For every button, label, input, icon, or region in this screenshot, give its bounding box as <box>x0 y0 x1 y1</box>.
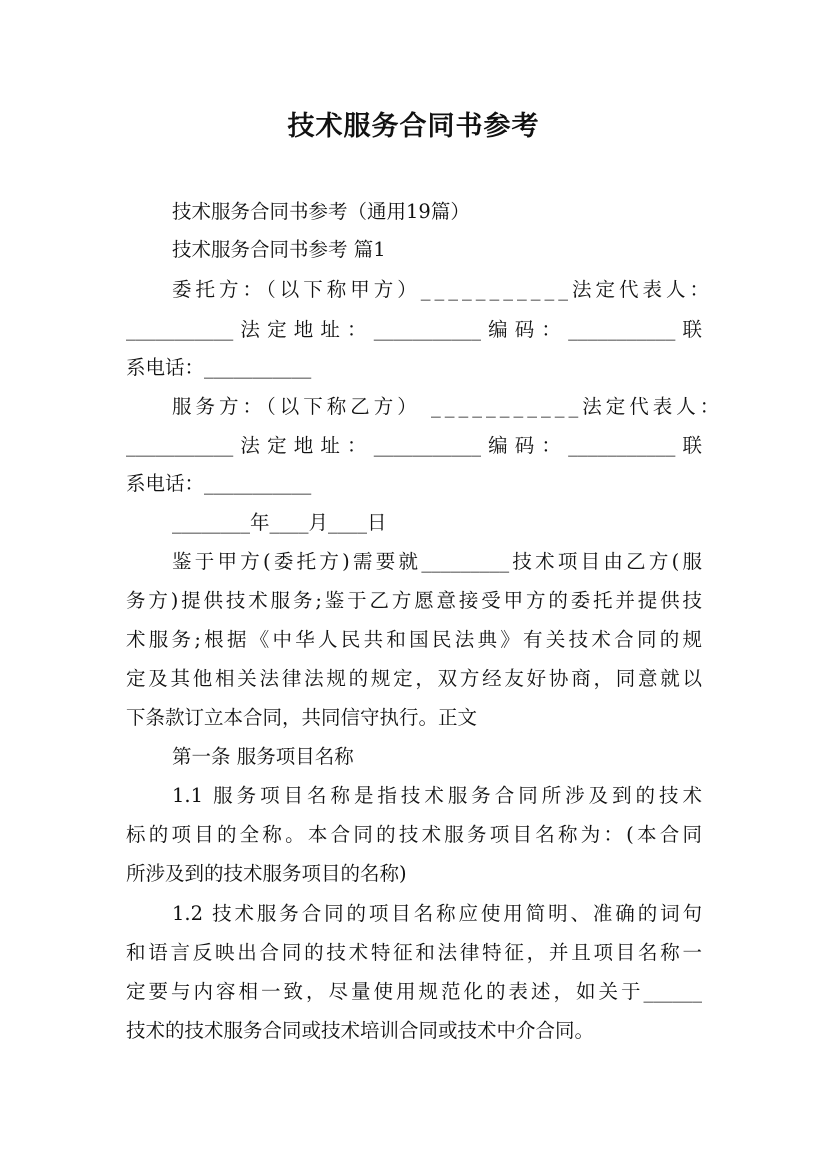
party-b-address-line: ___________法定地址：___________编码：___________联 <box>126 434 702 457</box>
party-a-address-line: ___________法定地址：___________编码：___________联 <box>126 318 702 341</box>
clause-1-1-line-3: 所涉及到的技术服务项目的名称) <box>126 862 407 885</box>
preamble-line-1: 鉴于甲方(委托方)需要就_________技术项目由乙方(服 <box>172 550 702 573</box>
date-line: ________年____月____日 <box>172 511 387 534</box>
clause-1-2-line-2: 和语言反映出合同的技术特征和法律特征，并且项目名称一 <box>126 941 702 964</box>
document-title: 技术服务合同书参考 <box>287 111 540 142</box>
subtitle-line: 技术服务合同书参考（通用19篇） <box>172 200 470 223</box>
clause-1-2-line-4: 技术的技术服务合同或技术培训合同或技术中介合同。 <box>126 1019 595 1042</box>
article-1-heading: 第一条 服务项目名称 <box>172 745 354 768</box>
preamble-line-5: 下条款订立本合同，共同信守执行。正文 <box>126 706 478 729</box>
clause-1-1-line-2: 标的项目的全称。本合同的技术服务项目名称为：(本合同 <box>126 823 702 846</box>
preamble-line-3: 术服务;根据《中华人民共和国民法典》有关技术合同的规 <box>126 628 702 651</box>
party-a-phone-line: 系电话：___________ <box>126 356 312 379</box>
clause-1-2-line-3: 定要与内容相一致，尽量使用规范化的表述，如关于______ <box>126 980 702 1003</box>
clause-1-1-line-1: 1.1 服务项目名称是指技术服务合同所涉及到的技术 <box>172 784 702 807</box>
party-a-line: 委托方：（以下称甲方）___________法定代表人： <box>172 278 714 301</box>
party-b-phone-line: 系电话：___________ <box>126 472 312 495</box>
preamble-line-4: 定及其他相关法律法规的规定，双方经友好协商，同意就以 <box>126 667 702 690</box>
clause-1-2-line-1: 1.2 技术服务合同的项目名称应使用简明、准确的词句 <box>172 902 702 925</box>
preamble-line-2: 务方)提供技术服务;鉴于乙方愿意接受甲方的委托并提供技 <box>126 589 702 612</box>
party-b-line: 服务方：（以下称乙方） ___________法定代表人： <box>172 395 724 418</box>
section-heading: 技术服务合同书参考 篇1 <box>172 238 386 261</box>
